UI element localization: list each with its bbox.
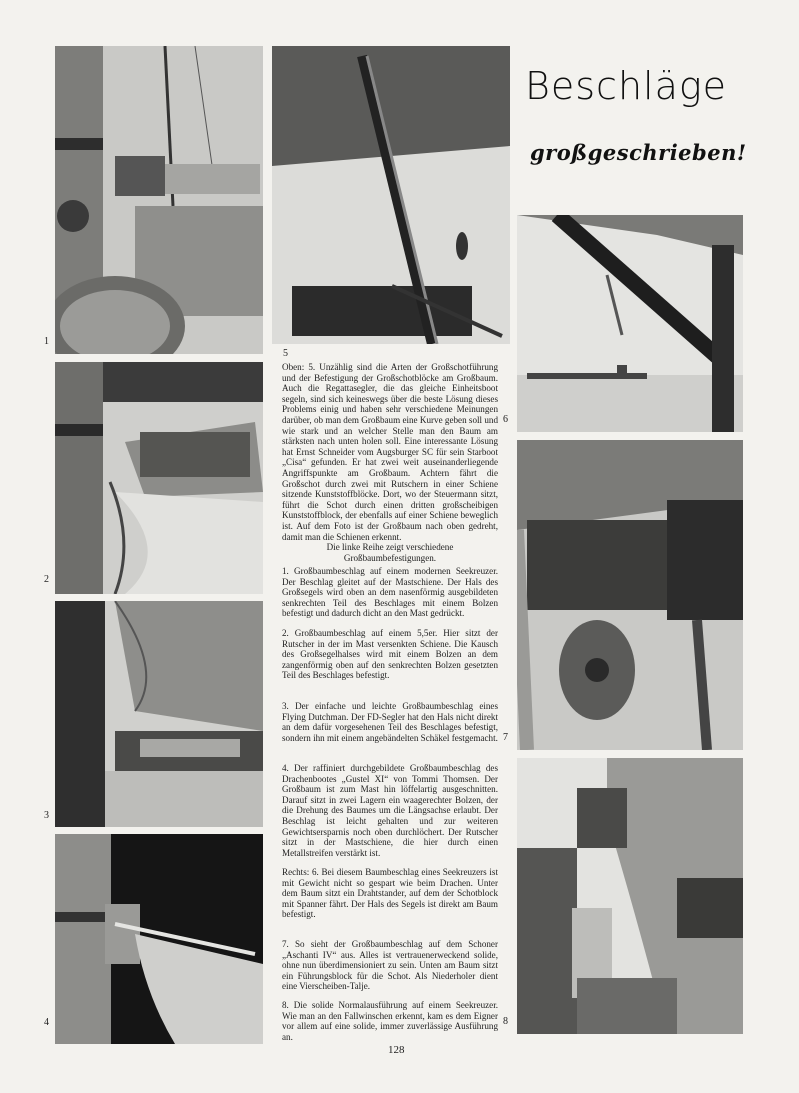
photo-8 xyxy=(517,758,743,1034)
article-title: Beschläge xyxy=(525,64,728,108)
photo-2-number: 2 xyxy=(44,574,49,585)
caption-item-6: Rechts: 6. Bei diesem Baumbeschlag eines Seekreuzers ist mit Gewicht nicht so gespart wie beim Drachen. Unter dem Baum sitzt ein Drahtstander, auf dem der Schotblock mit Spanner fährt. Der Hals des Segels ist direkt am Baum befestigt. xyxy=(282,867,498,920)
photo-1-number: 1 xyxy=(44,336,49,347)
photo-6 xyxy=(517,215,743,432)
caption-intro: Oben: 5. Unzählig sind die Arten der Großschotführung und der Befestigung der Großschotblöcke am Großbaum. Auch die Regattasegler, die das gleiche Einheitsboot segeln, sind sich keineswegs über die beste Lösung dieses Problems einig und haben sehr verschiedene Meinungen darüber, ob man dem Großbaum eine Kurve geben soll und wie stark und an welcher Stelle man den Baum am stärksten nach unten holen soll. Eine interessante Lösung hat Ernst Schneider vom Augsburger SC für sein Starboot „Cisa“ gefunden. Er hat zwei weit auseinanderliegende Angriffspunkte am Großbaum. Achtern fährt die Großschot durch zwei mit Rutschern in einer Schiene sitzende Kunststoffblöcke. Dort, wo der Steuermann sitzt, führt die Schot durch einen dritten großscheibigen Kunststoffblock, der ebenfalls auf einer Schiene beweglich ist. Auf dem Foto ist der Großbaum nach oben gedreht, damit man die Schienen erkennt. xyxy=(282,362,498,542)
photo-8-number: 8 xyxy=(503,1016,508,1027)
photo-2 xyxy=(55,362,263,594)
caption-item-7: 7. So sieht der Großbaumbeschlag auf dem Schoner „Aschanti IV“ aus. Alles ist vertrauenerweckend solide, ohne nun überdimensioniert zu sein. Unten am Baum sitzt ein Führungsblock für die Schot. Als Niederholer dient eine Vierscheiben-Talje. xyxy=(282,939,498,992)
caption-item-3: 3. Der einfache und leichte Großbaumbeschlag eines Flying Dutchman. Der FD-Segler hat den Hals nicht direkt an dem dafür vorgesehenen Teil des Beschlages befestigt, sondern ihn mit einem angebändelten Schäkel festgemacht. xyxy=(282,701,498,743)
photo-6-number: 6 xyxy=(503,414,508,425)
photo-4-number: 4 xyxy=(44,1017,49,1028)
caption-item-2: 2. Großbaumbeschlag auf einem 5,5er. Hier sitzt der Rutscher in der im Mast versenkten Schiene. Die Kausch des Großsegelhalses wird mit einem Bolzen an dem zangenförmig oben auf den senkrechten Bolzen gesetzten Teil des Beschlages befestigt. xyxy=(282,628,498,681)
photo-5-number: 5 xyxy=(283,348,288,359)
photo-1 xyxy=(55,46,263,354)
caption-item-8: 8. Die solide Normalausführung auf einem Seekreuzer. Wie man an den Fallwinschen erkennt, kam es dem Eigner vor allem auf eine solide, immer zuverlässige Ausführung an. xyxy=(282,1000,498,1042)
article-subtitle: großgeschrieben! xyxy=(530,140,747,165)
photo-3-number: 3 xyxy=(44,810,49,821)
photo-4 xyxy=(55,834,263,1044)
photo-5 xyxy=(272,46,510,344)
caption-item-1: 1. Großbaumbeschlag auf einem modernen Seekreuzer. Der Beschlag gleitet auf der Mastschiene. Der Hals des Großsegels wird oben an dem nasenförmig ausgebildeten senkrechten Teil des Beschlages mit einem Bolzen befestigt und dadurch dicht an den Mast gedrückt. xyxy=(282,566,498,619)
page-number: 128 xyxy=(388,1044,405,1056)
photo-7 xyxy=(517,440,743,750)
photo-7-number: 7 xyxy=(503,732,508,743)
photo-3 xyxy=(55,601,263,827)
caption-left-row: Die linke Reihe zeigt verschiedene Großbaumbefestigungen. xyxy=(326,542,454,563)
caption-item-4: 4. Der raffiniert durchgebildete Großbaumbeschlag des Drachenbootes „Gustel XI“ von Tommi Thomsen. Der Großbaum ist zum Mast hin löffelartig ausgeschnitten. Darauf sitzt in zwei Lagern ein waagerechter Bolzen, der die Drehung des Baumes um die Längsachse erlaubt. Der Beschlag ist leicht gehalten und zur weiteren Gewichtsersparnis noch oben durchlöchert. Der Rutscher sitzt in der Mastschiene, die hier durch einen Metallstreifen verstärkt ist. xyxy=(282,763,498,858)
